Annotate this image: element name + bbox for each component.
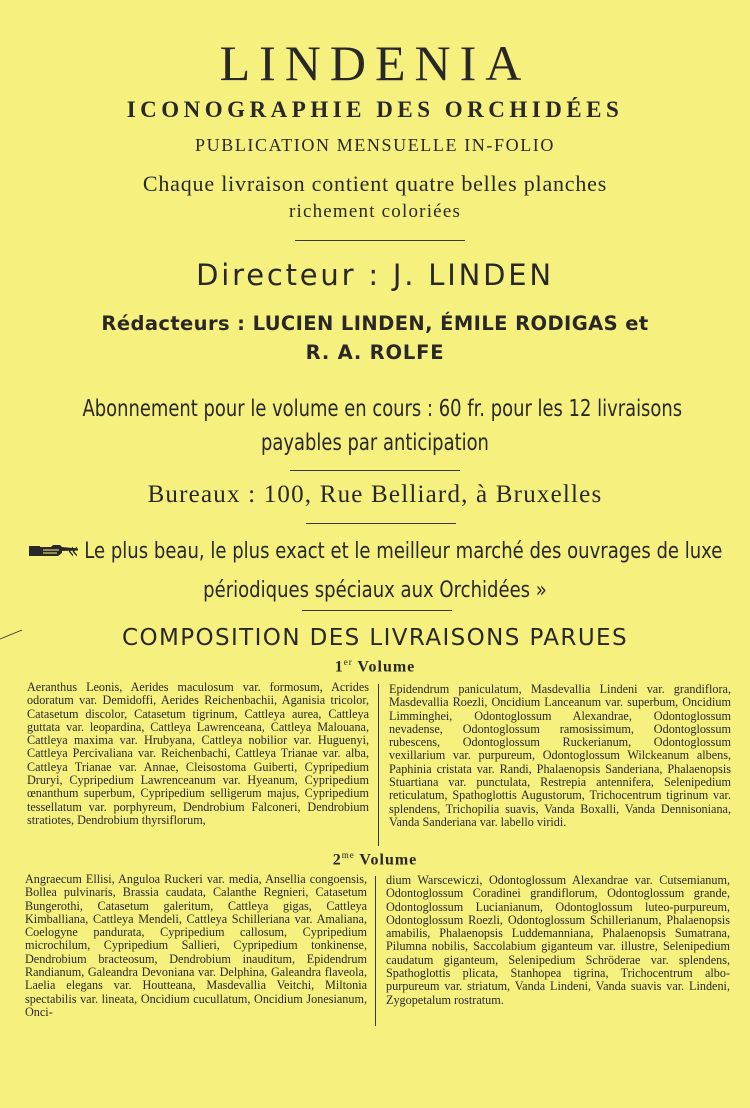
divider — [306, 523, 456, 524]
volume-1-right-column: Epidendrum paniculatum, Masdevallia Lindeni var. grandiflora, Masdevallia Roezli, Oncidium Lanceanum var. superbum, Oncidium Limminghei, Odontoglossum Alexandrae, Odontoglossum nevadense, Odontoglossum ramosissimum, Odontoglossum rubescens, Odontoglossum Ruckerianum, Odontoglossum vexillarium var. purpureum, Odontoglossum Wilckeanum albens, Paphinia cristata var. Randi, Phalaenopsis Sanderiana, Phalaenopsis Stuartiana var. punctulata, Restrepia antennifera, Selenipedium reticulatum, Spathoglottis Augustorum, Trichocentrum tigrinum var. splendens, Trichopilia suavis, Vanda Boxalli, Vanda Dennisoniana, Vanda Sanderiana var. labello viridi. — [389, 682, 731, 829]
editors-line-2: R. A. ROLFE — [305, 341, 445, 364]
divider — [295, 240, 465, 241]
volume-2-right-column: dium Warscewiczi, Odontoglossum Alexandrae var. Cutsemianum, Odontoglossum Coradinei grandiflorum, Odontoglossum grande, Odontoglossum Lucianianum, Odontoglossum luteo-purpureum, Odontoglossum Roezli, Odontoglossum Schillerianum, Phalaenopsis amabilis, Phalaenopsis Luddemanniana, Phalaenopsis Sumatrana, Pilumna nobilis, Saccolabium giganteum var. illustre, Selenipedium caudatum giganteum, Selenipedium Schröderae var. splendens, Spathoglottis plicata, Stanhopea tigrina, Trichocentrum albo-purpureum var. striatum, Vanda Lindeni, Vanda suavis var. Lindeni, Zygopetalum rostratum. — [386, 873, 730, 1007]
offices-address: Bureaux : 100, Rue Belliard, à Bruxelles — [147, 481, 603, 508]
volume-2-left-column: Angraecum Ellisi, Anguloa Ruckeri var. media, Ansellia congoensis, Bollea pulvinaris, Brassia caudata, Calanthe Regnieri, Catasetum Bungerothi, Catasetum galeritum, Cattleya gigas, Cattleya Kimballiana, Cattleya Mendeli, Cattleya Schilleriana var. Amaliana, Coelogyne pandurata, Cypripedium callosum, Cypripedium microchilum, Cypripedium Sallieri, Cypripedium tonkinense, Dendrobium bracteosum, Dendrobium inauditum, Epidendrum Randianum, Galeandra Devoniana var. Delphina, Galeandra flaveola, Laelia elegans var. Houtteana, Masdevallia Veitchi, Miltonia spectabilis var. lineata, Oncidium cucullatum, Oncidium Jonesianum, Onci- — [25, 872, 367, 1019]
quote-line-2: périodiques spéciaux aux Orchidées » — [203, 578, 547, 603]
column-divider — [375, 876, 376, 1026]
divider — [290, 470, 460, 471]
quote-line-1: « Le plus beau, le plus exact et le meilleur marché des ouvrages de luxe — [67, 539, 723, 564]
editors-line-1: Rédacteurs : LUCIEN LINDEN, ÉMILE RODIGAS et — [101, 312, 649, 335]
director-line: Directeur : J. LINDEN — [196, 258, 554, 292]
composition-heading: COMPOSITION DES LIVRAISONS PARUES — [122, 625, 628, 651]
tagline-line-2: richement coloriées — [288, 201, 462, 222]
subscription-line-2: payables par anticipation — [261, 430, 489, 456]
tagline-line-1: Chaque livraison contient quatre belles planches — [142, 171, 608, 196]
publication-frequency: PUBLICATION MENSUELLE IN-FOLIO — [195, 135, 555, 155]
column-divider — [378, 684, 379, 846]
divider — [302, 610, 452, 611]
volume-1-heading: 1er Volume — [334, 657, 416, 676]
subscription-line-1: Abonnement pour le volume en cours : 60 fr. pour les 12 livraisons — [82, 396, 683, 422]
volume-2-heading: $2^{me}$ Volume — [332, 850, 418, 869]
volume-1-left-column: Aeranthus Leonis, Aerides maculosum var. formosum, Acrides odoratum var. Demidoffi, Aerides Reichenbachii, Aganisia tricolor, Catasetum discolor, Catasetum tigrinum, Cattleya aurea, Cattleya guttata var. leopardina, Cattleya Lawrenceana, Cattleya Malouana, Cattleya maxima var. Hrubyana, Cattleya nobilior var. Huguenyi, Cattleya Percivaliana var. Reichenbachi, Cattleya Trianae var. alba, Cattleya Trianae var. Annae, Cleisostoma Guiberti, Cypripedium Druryi, Cypripedium Lawrenceanum var. Hyeanum, Cypripedium œnanthum superbum, Cypripedium selligerum majus, Cypripedium tessellatum var. porphyreum, Dendrobium Falconeri, Dendrobium stratiotes, Dendrobium thyrsiflorum, — [27, 680, 369, 827]
publication-subtitle: ICONOGRAPHIE DES ORCHIDÉES — [126, 97, 624, 122]
publication-title: LINDENIA — [219, 35, 531, 91]
